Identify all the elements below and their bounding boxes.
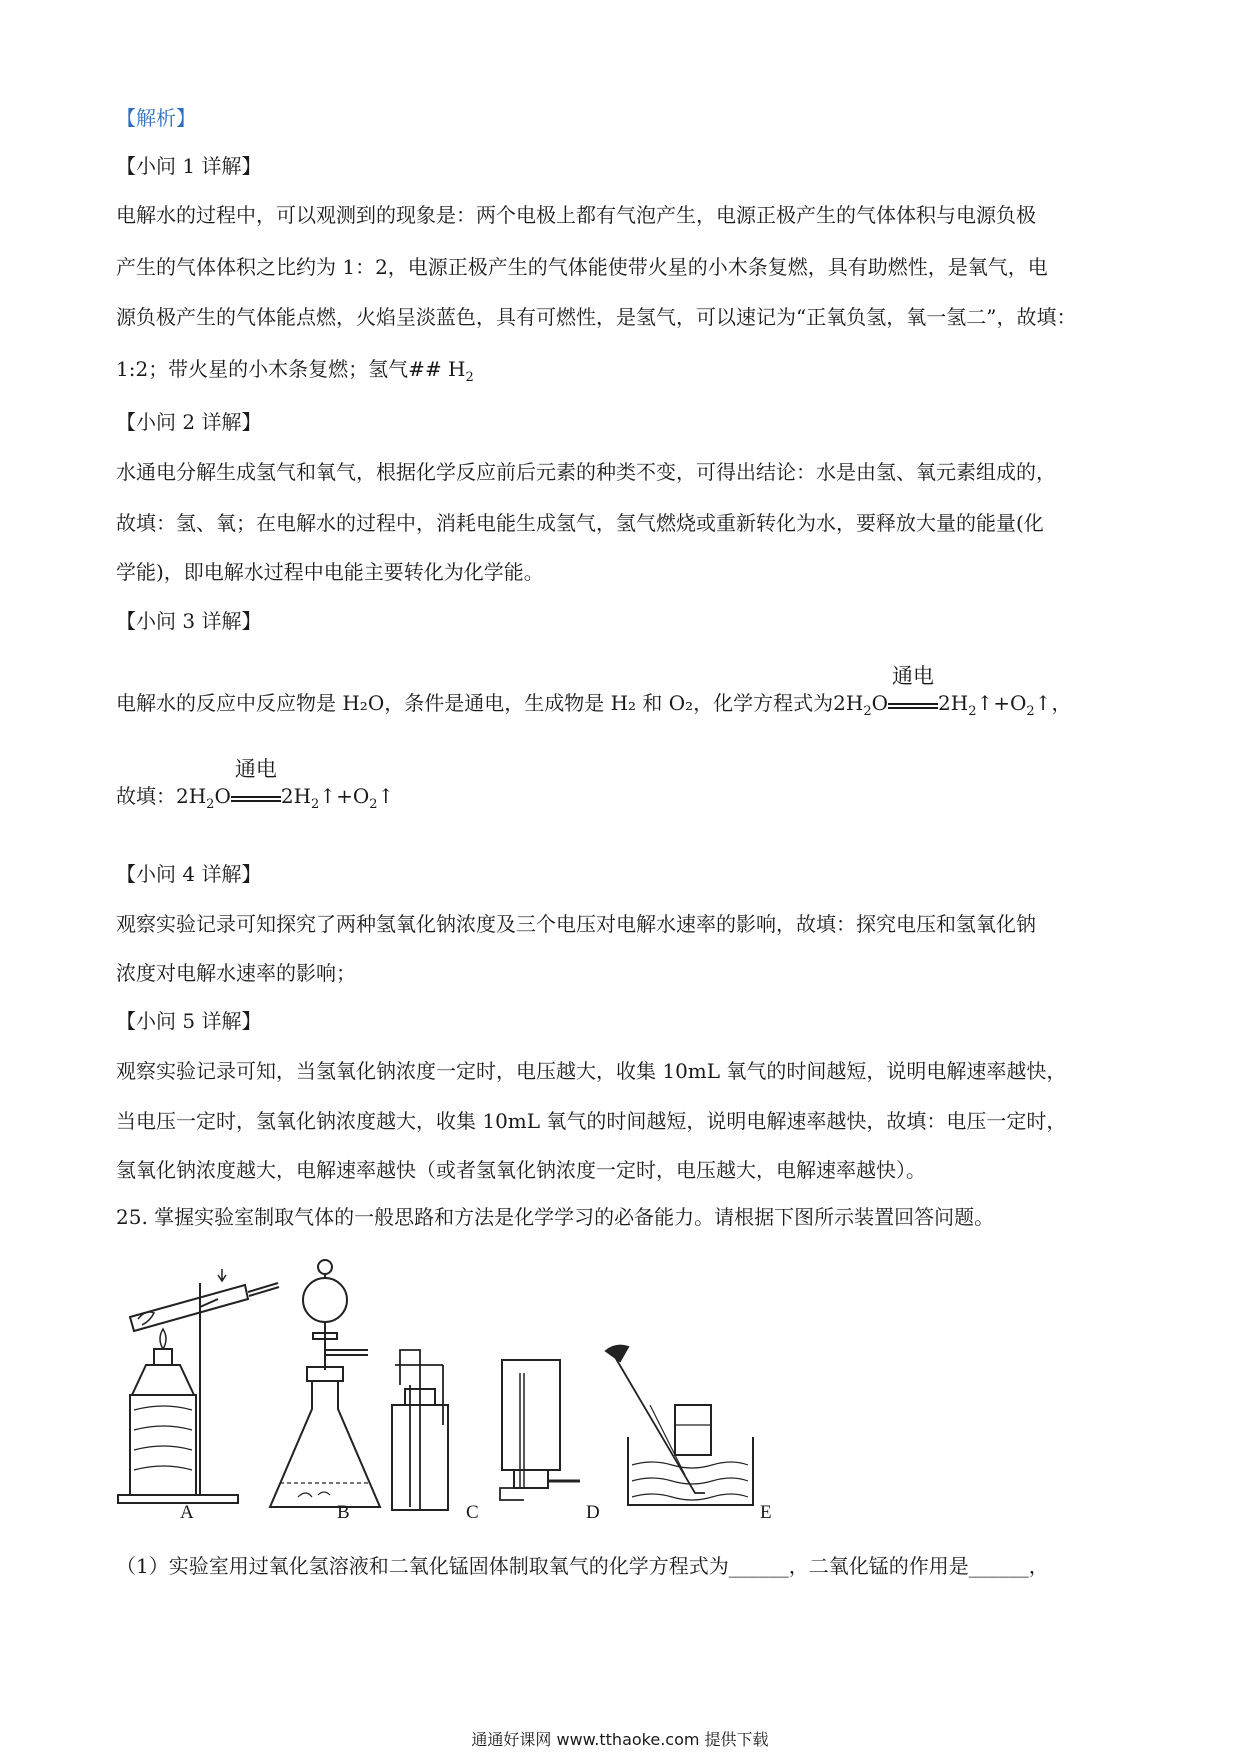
apparatus-e <box>606 1346 753 1505</box>
label-a: A <box>180 1502 194 1523</box>
q4-line-1: 观察实验记录可知探究了两种氢氧化钠浓度及三个电压对电解水速率的影响，故填：探究电压和氢氧化钠 <box>116 912 1036 936</box>
apparatus-d <box>500 1360 580 1500</box>
q2-line-2: 故填：氢、氧；在电解水的过程中，消耗电能生成氢气，氢气燃烧或重新转化为水，要释放大量的能量(化 <box>116 511 1044 535</box>
chemical-equation-inline: $2H_2O$ 通电 $2H_2↑+O_2↑$ <box>833 663 1052 719</box>
apparatus-b <box>270 1260 380 1507</box>
analysis-label: 【解析】 <box>116 106 196 130</box>
q2-line-3: 学能)，即电解水过程中电能主要转化为化学能。 <box>116 560 544 584</box>
footer: 通通好课网 www.tthaoke.com 提供下载 <box>471 1730 769 1749</box>
q1-line-3: 源负极产生的气体能点燃，火焰呈淡蓝色，具有可燃性，是氢气，可以速记为“正氧负氢，氧一氢二”，故填： <box>116 305 1077 329</box>
q3-heading: 【小问 3 详解】 <box>116 609 262 633</box>
q5-line-2: 当电压一定时，氢氧化钠浓度越大，收集 10mL 氧气的时间越短，说明电解速率越快，故填：电压一定时， <box>116 1109 1067 1133</box>
q25-title: 25. 掌握实验室制取气体的一般思路和方法是化学学习的必备能力。请根据下图所示装置回答问题。 <box>116 1205 995 1229</box>
label-b: B <box>337 1502 350 1523</box>
q4-line-2: 浓度对电解水速率的影响； <box>116 961 356 985</box>
q5-line-1: 观察实验记录可知，当氢氧化钠浓度一定时，电压越大，收集 10mL 氧气的时间越短，说明电解速率越快， <box>116 1059 1067 1083</box>
apparatus-figure <box>110 1245 840 1525</box>
label-e: E <box>760 1502 772 1523</box>
chemical-equation-answer: $2H_2O$ 通电 $2H_2↑+O_2↑$ <box>176 756 395 812</box>
apparatus-a <box>118 1269 279 1503</box>
q5-line-3: 氢氧化钠浓度越大，电解速率越快（或者氢氧化钠浓度一定时，电压越大，电解速率越快）。 <box>116 1158 926 1182</box>
q1-line-2: 产生的气体体积之比约为 1：2，电源正极产生的气体能使带火星的小木条复燃，具有助燃性，是氧气，电 <box>116 255 1048 279</box>
q1-heading: 【小问 1 详解】 <box>116 154 262 178</box>
q3-answer: 故填：$2H_2O$ 通电 $2H_2↑+O_2↑$ <box>116 782 394 819</box>
q1-answer: 1:2；带火星的小木条复燃；氢气## $H_2$ <box>116 357 474 385</box>
q5-heading: 【小问 5 详解】 <box>116 1009 262 1033</box>
label-c: C <box>466 1502 479 1523</box>
q2-line-1: 水通电分解生成氢气和氧气，根据化学反应前后元素的种类不变，可得出结论：水是由氢、氧元素组成的， <box>116 460 1056 484</box>
label-d: D <box>586 1502 600 1523</box>
q25-sub1: （1）实验室用过氧化氢溶液和二氧化锰固体制取氧气的化学方程式为______，二氧化锰的作用是______， <box>116 1554 1049 1578</box>
q1-line-1: 电解水的过程中，可以观测到的现象是：两个电极上都有气泡产生，电源正极产生的气体体积与电源负极 <box>116 203 1036 227</box>
apparatus-c <box>392 1350 448 1510</box>
q4-heading: 【小问 4 详解】 <box>116 862 262 886</box>
q2-heading: 【小问 2 详解】 <box>116 410 262 434</box>
q3-line: 电解水的反应中反应物是 H₂O，条件是通电，生成物是 H₂ 和 O₂，化学方程式为$2H_2O$ 通电 $2H_2↑+O_2↑$， <box>116 689 1071 726</box>
